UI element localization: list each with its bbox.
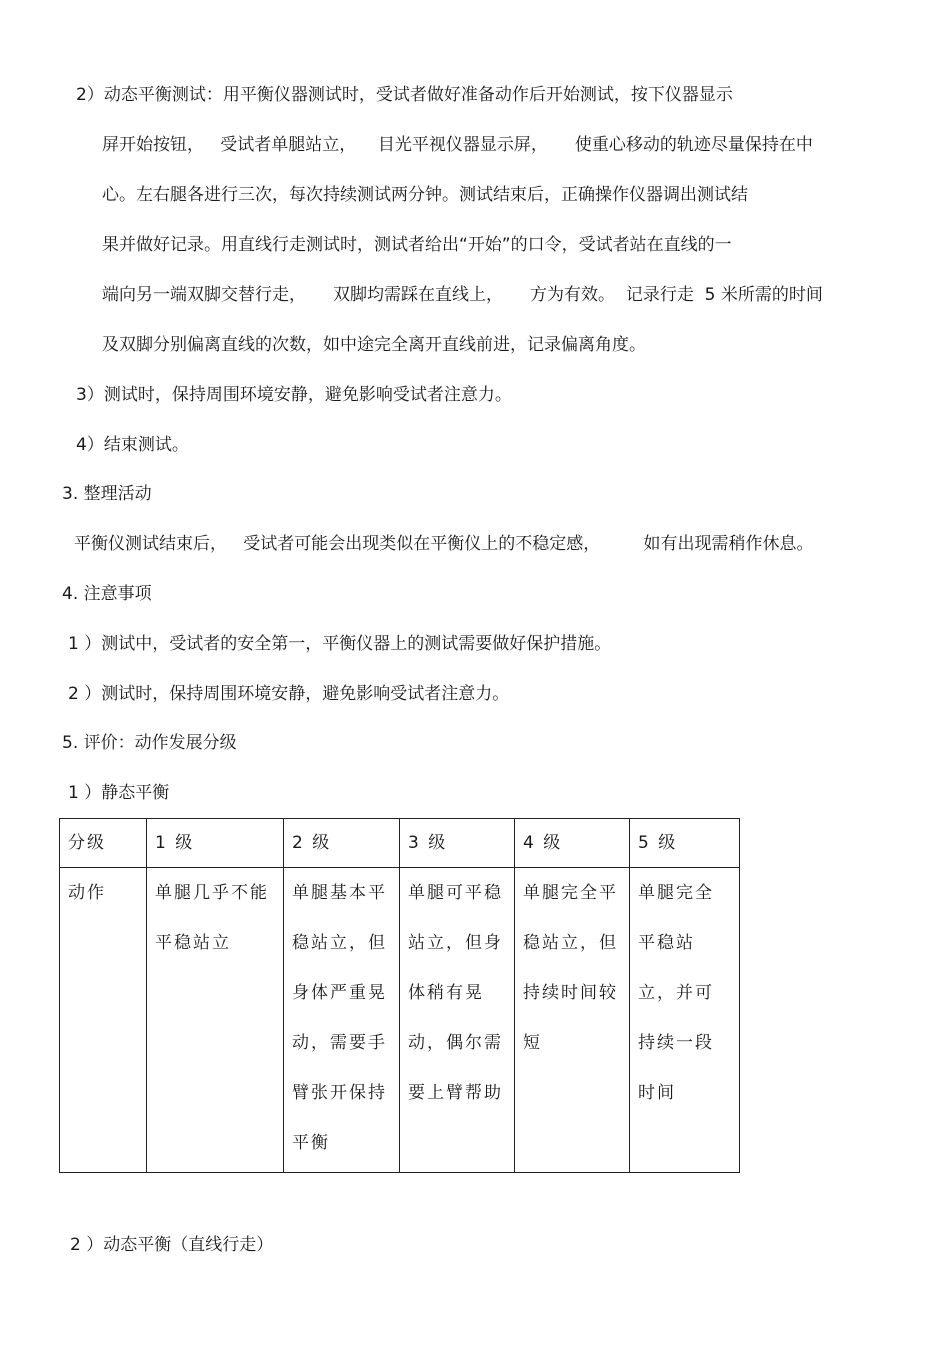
table-header-cell: 3 级	[400, 819, 515, 868]
table-cell: 单腿几乎不能平稳站立	[147, 868, 284, 1173]
table-cell: 单腿可平稳站立，但身体稍有晃动，偶尔需要上臂帮助	[400, 868, 515, 1173]
table-cell: 单腿基本平稳站立，但身体严重晃动，需要手臂张开保持平衡	[284, 868, 400, 1173]
text-line: 及双脚分别偏离直线的次数，如中途完全离开直线前进，记录偏离角度。	[102, 335, 646, 355]
text-line: 屏开始按钮， 受试者单腿站立， 目光平视仪器显示屏， 使重心移动的轨迹尽量保持在中	[102, 135, 813, 155]
text-line: 心。左右腿各进行三次，每次持续测试两分钟。测试结束后，正确操作仪器调出测试结	[102, 185, 748, 205]
text-line: 端向另一端双脚交替行走， 双脚均需踩在直线上， 方为有效。 记录行走 5 米所需的时间	[102, 285, 823, 305]
table-header-cell: 5 级	[630, 819, 740, 868]
table-header-cell: 4 级	[515, 819, 630, 868]
text-line: 果并做好记录。用直线行走测试时，测试者给出“开始”的口令，受试者站在直线的一	[102, 235, 732, 255]
section-text: 平衡仪测试结束后， 受试者可能会出现类似在平衡仪上的不稳定感， 如有出现需稍作休息。	[74, 534, 814, 554]
table-row-label: 动作	[60, 868, 147, 1173]
list-item: 3）测试时，保持周围环境安静，避免影响受试者注意力。	[76, 385, 512, 405]
list-item: 1 ）测试中，受试者的安全第一，平衡仪器上的测试需要做好保护措施。	[68, 634, 612, 654]
list-item: 2 ）测试时，保持周围环境安静，避免影响受试者注意力。	[68, 684, 510, 704]
static-balance-table	[59, 818, 740, 1173]
subsection-heading: 2 ）动态平衡（直线行走）	[70, 1235, 274, 1255]
section-heading: 4. 注意事项	[62, 584, 152, 604]
section-heading: 3. 整理活动	[62, 484, 152, 504]
list-item: 4）结束测试。	[76, 435, 189, 455]
table-header-cell: 分级	[60, 819, 147, 868]
text-line: 2）动态平衡测试：用平衡仪器测试时，受试者做好准备动作后开始测试，按下仪器显示	[76, 85, 733, 105]
table-header-cell: 2 级	[284, 819, 400, 868]
table-cell: 单腿完全平稳站立，但持续时间较短	[515, 868, 630, 1173]
section-heading: 5. 评价：动作发展分级	[62, 733, 237, 753]
subsection-heading: 1 ）静态平衡	[68, 783, 170, 803]
table-row	[60, 868, 740, 1173]
table-header-row	[60, 819, 740, 868]
table-header-cell: 1 级	[147, 819, 284, 868]
table-cell: 单腿完全平稳站立，并可持续一段时间	[630, 868, 740, 1173]
